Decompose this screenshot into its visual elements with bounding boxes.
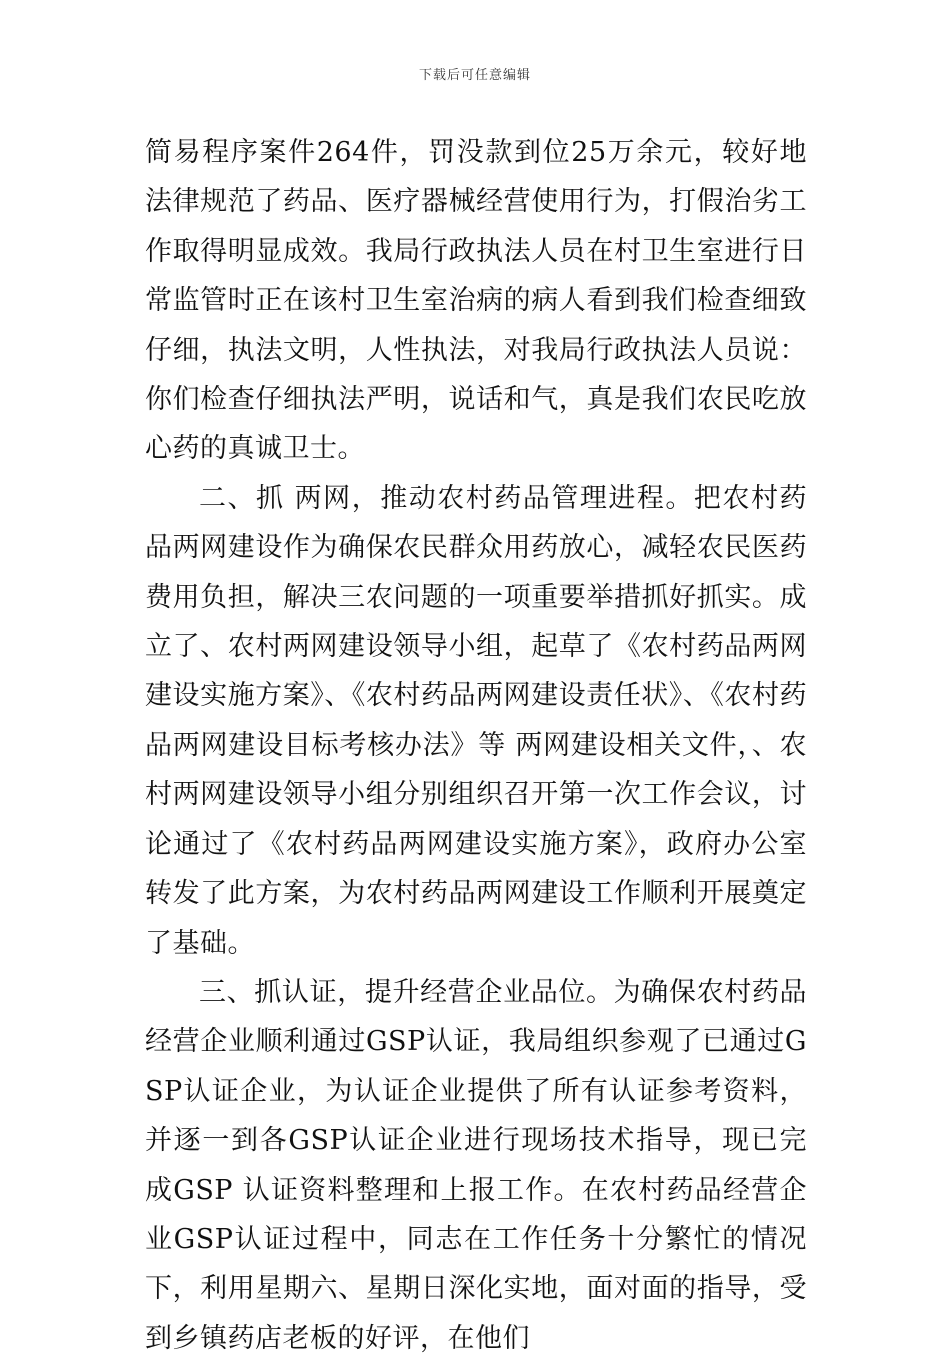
paragraph-continuation: 简易程序案件264件，罚没款到位25万余元，较好地法律规范了药品、医疗器械经营使用行为，打假治劣工作取得明显成效。我局行政执法人员在村卫生室进行日常监管时正在该村卫生室治病的病人看到我们检查细致仔细，执法文明，人性执法，对我局行政执法人员说：你们检查仔细执法严明，说话和气，真是我们农民吃放心药的真诚卫士。 — [145, 137, 807, 465]
page-header: 下载后可任意编辑 — [418, 68, 531, 83]
document-body — [145, 128, 807, 1363]
paragraph-certification: 三、抓认证，提升经营企业品位。为确保农村药品经营企业顺利通过GSP认证，我局组织参观了已通过GSP认证企业，为认证企业提供了所有认证参考资料，并逐一到各GSP认证企业进行现场技术指导，现已完成GSP 认证资料整理和上报工作。在农村药品经营企业GSP认证过程中，同志在工作任务十分繁忙的情况下，利用星期六、星期日深化实地，面对面的指导，受到乡镇药店老板的好评，在他们 — [145, 976, 807, 1354]
paragraph-two-networks: 二、抓 两网，推动农村药品管理进程。把农村药品两网建设作为确保农民群众用药放心，减轻农民医药费用负担，解决三农问题的一项重要举措抓好抓实。成立了、农村两网建设领导小组，起草了《农村药品两网建设实施方案》、《农村药品两网建设责任状》、《农村药品两网建设目标考核办法》等 两网建设相关文件，、农村两网建设领导小组分别组织召开第一次工作会议，讨论通过了《农村药品两网建设实施方案》，政府办公室转发了此方案，为农村药品两网建设工作顺利开展奠定了基础。 — [145, 482, 807, 959]
